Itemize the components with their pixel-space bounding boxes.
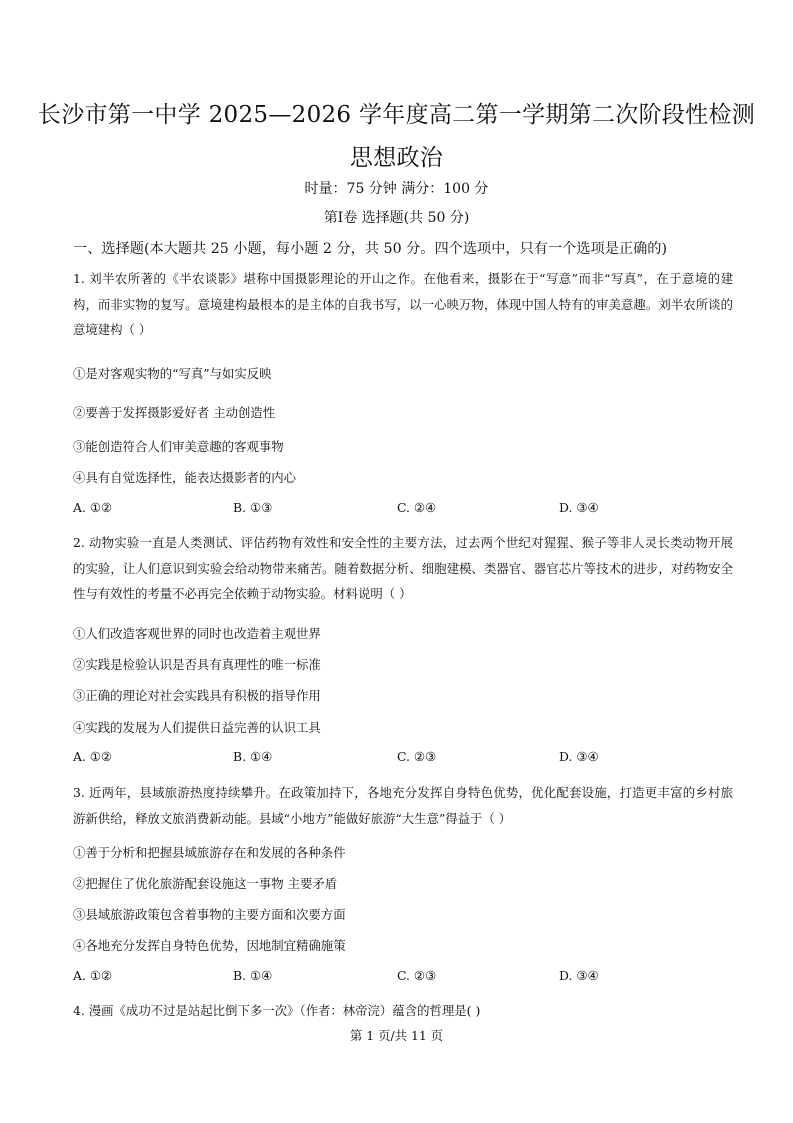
page-footer: 第 1 页/共 11 页	[349, 1028, 444, 1043]
question-4-stem: 4. 漫画《成功不过是站起比倒下多一次》（作者：林帝浣）蕴含的哲理是( )	[73, 1003, 481, 1018]
question-2-option-3: ③正确的理论对社会实践具有积极的指导作用	[73, 688, 321, 703]
question-2-option-2: ②实践是检验认识是否具有真理性的唯一标准	[73, 657, 321, 672]
section-heading: 一、选择题(本大题共 25 小题，每小题 2 分，共 50 分。四个选项中，只有一个选项是正确的)	[73, 241, 668, 257]
question-1-choice-d[interactable]: D. ③④	[559, 500, 599, 515]
question-2-option-4: ④实践的发展为人们提供日益完善的认识工具	[73, 720, 321, 735]
exam-title: 长沙市第一中学 2025—2026 学年度高二第一学期第二次阶段性检测	[37, 102, 756, 128]
question-1-stem: 1. 刘半农所著的《半农谈影》堪称中国摄影理论的开山之作。在他看来，摄影在于“写意”而非“写真”，在于意境的建构，而非实物的复写。意境建构最根本的是主体的自我书写，以一心映万物，体现中国人特有的审美意趣。刘半农所谈的意境建构（ ）	[73, 271, 733, 337]
question-3-choices	[73, 968, 733, 988]
question-2-choices	[73, 749, 733, 769]
question-3-choice-d[interactable]: D. ③④	[559, 968, 599, 983]
question-2-choice-c[interactable]: C. ②③	[397, 749, 437, 764]
question-1-choices	[73, 500, 733, 520]
question-3-option-3: ③县域旅游政策包含着事物的主要方面和次要方面	[73, 907, 346, 922]
time-and-score: 时量：75 分钟 满分：100 分	[304, 181, 489, 197]
question-1-choice-a[interactable]: A. ①②	[73, 500, 113, 515]
subject-title: 思想政治	[349, 145, 444, 171]
question-3-stem: 3. 近两年，县域旅游热度持续攀升。在政策加持下，各地充分发挥自身特色优势，优化配套设施，打造更丰富的乡村旅游新供给，释放文旅消费新动能。县域“小地方”能做好旅游“大生意”得益于（ ）	[73, 785, 733, 826]
question-2-choice-b[interactable]: B. ①④	[233, 749, 273, 764]
question-3-option-4: ④各地充分发挥自身特色优势，因地制宜精确施策	[73, 938, 346, 953]
question-1-choice-b[interactable]: B. ①③	[233, 500, 273, 515]
question-2-option-1: ①人们改造客观世界的同时也改造着主观世界	[73, 626, 321, 641]
question-1-option-2: ②要善于发挥摄影爱好者 主动创造性	[73, 405, 276, 420]
question-3-option-1: ①善于分析和把握县域旅游存在和发展的各种条件	[73, 845, 346, 860]
question-1-option-1: ①是对客观实物的“写真”与如实反映	[73, 366, 272, 381]
question-3-option-2: ②把握住了优化旅游配套设施这一事物 主要矛盾	[73, 876, 338, 891]
part-title: 第Ⅰ卷 选择题(共 50 分)	[323, 210, 470, 226]
question-1-choice-c[interactable]: C. ②④	[397, 500, 437, 515]
question-3-choice-a[interactable]: A. ①②	[73, 968, 113, 983]
question-3-choice-c[interactable]: C. ②③	[397, 968, 437, 983]
question-2-stem: 2. 动物实验一直是人类测试、评估药物有效性和安全性的主要方法，过去两个世纪对猩猩、猴子等非人灵长类动物开展的实验，让人们意识到实验会给动物带来痛苦。随着数据分析、细胞建模、类器官、器官芯片等技术的进步，对药物安全性与有效性的考量不必再完全依赖于动物实验。材料说明（ ）	[73, 535, 733, 601]
question-2-choice-d[interactable]: D. ③④	[559, 749, 599, 764]
question-2-choice-a[interactable]: A. ①②	[73, 749, 113, 764]
question-1-option-3: ③能创造符合人们审美意趣的客观事物	[73, 439, 284, 454]
question-3-choice-b[interactable]: B. ①④	[233, 968, 273, 983]
question-1-option-4: ④具有自觉选择性，能表达摄影者的内心	[73, 470, 297, 485]
